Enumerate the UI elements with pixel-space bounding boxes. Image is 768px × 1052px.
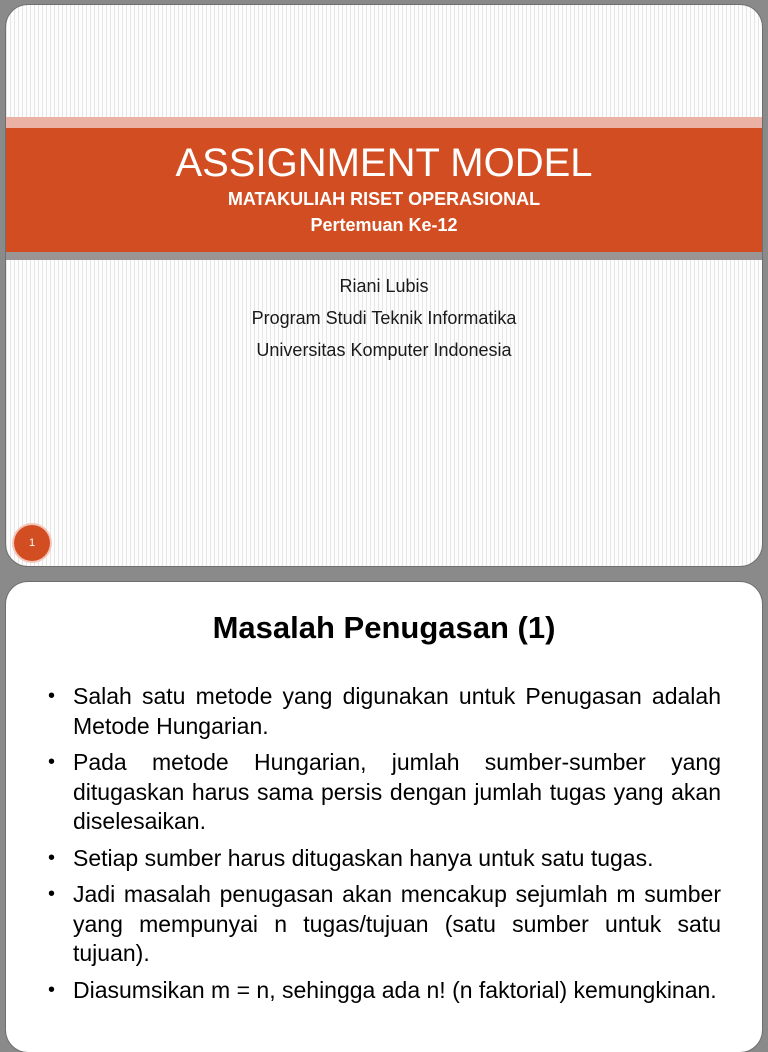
list-item (46, 682, 721, 741)
list-item (46, 844, 721, 874)
author-info (6, 273, 762, 369)
bullet-text: Salah satu metode yang digunakan untuk Penugasan adalah Metode Hungarian. (73, 683, 721, 739)
bullet-text: Jadi masalah penugasan akan mencakup sejumlah m sumber yang mempunyai n tugas/tujuan (satu sumber untuk satu tujuan). (73, 881, 721, 966)
bullet-list (46, 682, 721, 1012)
bullet-icon: • (48, 751, 56, 773)
slide-2 (6, 582, 762, 1052)
author-name: Riani Lubis (339, 276, 429, 296)
bullet-text: Pada metode Hungarian, jumlah sumber-sumber yang ditugaskan harus sama persis dengan jumlah tugas yang akan diselesaikan. (73, 749, 721, 834)
list-item (46, 976, 721, 1006)
bullet-text: Diasumsikan m = n, sehingga ada n! (n faktorial) kemungkinan. (73, 976, 717, 1003)
title-band (6, 128, 762, 252)
slide-title: ASSIGNMENT MODEL (175, 141, 593, 185)
divider-stripe (6, 252, 762, 260)
slide-title: Masalah Penugasan (1) (212, 610, 556, 645)
university-name: Universitas Komputer Indonesia (256, 340, 512, 360)
bullet-icon: • (48, 978, 56, 1001)
bullet-icon: • (48, 846, 56, 869)
accent-stripe (6, 117, 762, 128)
meeting-number: Pertemuan Ke-12 (310, 215, 458, 235)
list-item (46, 748, 721, 837)
slide-number-badge: 1 (14, 525, 50, 561)
study-program: Program Studi Teknik Informatika (251, 308, 517, 328)
bullet-icon: • (48, 685, 56, 707)
list-item (46, 880, 721, 969)
slide-1 (6, 5, 762, 566)
bullet-icon: • (48, 883, 56, 905)
course-name: MATAKULIAH RISET OPERASIONAL (227, 189, 541, 209)
bullet-text: Setiap sumber harus ditugaskan hanya untuk satu tugas. (73, 844, 654, 871)
